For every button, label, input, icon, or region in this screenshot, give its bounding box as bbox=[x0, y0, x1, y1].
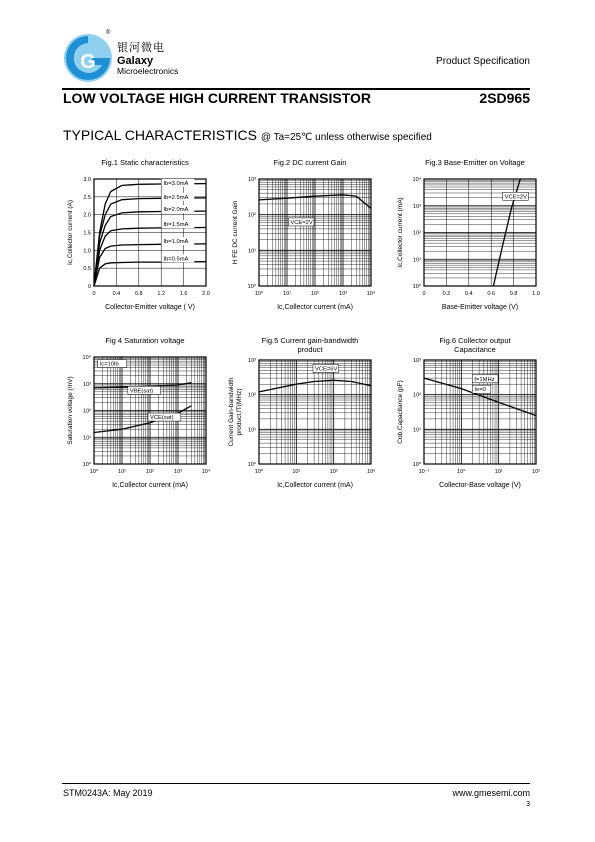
section-heading bbox=[63, 127, 432, 143]
y-tick-label: 10⁰ bbox=[412, 462, 421, 468]
fig6-chart bbox=[393, 333, 558, 503]
figure-title: Fig.6 Collector output bbox=[439, 336, 511, 345]
y-axis-label-line2: product,fT(MHz) bbox=[236, 388, 243, 436]
x-axis-label: Ic,Collector current (mA) bbox=[277, 304, 353, 311]
company-name: Galaxy bbox=[117, 55, 154, 67]
fig5-chart bbox=[228, 333, 393, 503]
x-tick-label: 0 bbox=[422, 291, 426, 297]
annotation-label: Ic=10Ib bbox=[99, 361, 119, 368]
x-tick-label: 0.6 bbox=[487, 291, 496, 297]
x-tick-label: 10¹ bbox=[292, 469, 301, 475]
y-axis-label: Ic,Collector current (mA) bbox=[397, 197, 404, 268]
x-tick-label: 10¹ bbox=[283, 291, 291, 297]
y-tick-label: 10³ bbox=[248, 177, 256, 183]
annotation-label: Ib=2.5mA bbox=[163, 194, 189, 201]
y-tick-label: 1.5 bbox=[83, 230, 91, 237]
y-tick-label: 0.5 bbox=[83, 266, 91, 273]
annotation-label: f=1MHz bbox=[474, 376, 495, 383]
series-line bbox=[259, 380, 371, 392]
x-tick-label: 10² bbox=[329, 469, 338, 475]
annotation-label: Ib=1.0mA bbox=[163, 239, 189, 246]
figure-3 bbox=[393, 155, 558, 325]
x-tick-label: 10² bbox=[532, 469, 540, 475]
x-tick-label: 10⁴ bbox=[201, 469, 211, 475]
x-axis-label: Collector-Emitter voltage ( V) bbox=[105, 304, 195, 311]
y-tick-label: 10¹ bbox=[83, 435, 91, 442]
figure-4 bbox=[63, 333, 228, 503]
x-tick-label: 0.4 bbox=[112, 291, 121, 297]
figure-title: Fig.2 DC current Gain bbox=[273, 158, 347, 167]
figure-1 bbox=[63, 155, 228, 325]
x-tick-label: 10⁰ bbox=[254, 469, 264, 475]
x-tick-label: 0.2 bbox=[442, 291, 451, 297]
x-axis-label: Ic,Collector current (mA) bbox=[277, 482, 353, 489]
annotation-label: Ib=0.5mA bbox=[163, 256, 189, 263]
y-tick-label: 10¹ bbox=[248, 248, 256, 255]
fig1-chart bbox=[63, 155, 228, 325]
section-condition: @ Ta=25℃ unless otherwise specified bbox=[260, 132, 432, 143]
x-axis-label: Base-Emitter voltage (V) bbox=[441, 304, 519, 311]
x-tick-label: 0.8 bbox=[134, 291, 143, 297]
annotation-label: Ib=3.0mA bbox=[163, 180, 189, 187]
logo-letter: G bbox=[80, 51, 96, 73]
x-tick-label: 10³ bbox=[339, 291, 347, 297]
y-tick-label: 10¹ bbox=[248, 427, 256, 434]
plot-frame bbox=[259, 360, 371, 464]
fig2-chart bbox=[228, 155, 393, 325]
annotation-label: Ie=0 bbox=[474, 387, 486, 394]
footer-rule bbox=[62, 783, 530, 784]
y-tick-label: 10⁰ bbox=[247, 284, 256, 290]
y-tick-label: 0 bbox=[87, 284, 91, 290]
y-tick-label: 10² bbox=[83, 408, 91, 415]
page-number: 3 bbox=[526, 801, 530, 808]
x-tick-label: 1.2 bbox=[157, 291, 166, 297]
x-tick-label: 10⁴ bbox=[366, 291, 376, 297]
x-tick-label: 1.0 bbox=[532, 291, 540, 297]
x-axis-label: Ic,Collector current (mA) bbox=[112, 482, 188, 489]
y-tick-label: 10³ bbox=[83, 381, 91, 388]
x-tick-label: 10² bbox=[311, 291, 319, 297]
y-tick-label: 10³ bbox=[413, 358, 421, 364]
y-axis-label: Ic,Collector current (A) bbox=[67, 199, 74, 266]
x-tick-label: 10³ bbox=[174, 469, 182, 475]
y-tick-label: 2.0 bbox=[83, 212, 91, 219]
x-tick-label: 10¹ bbox=[494, 469, 503, 475]
y-axis-label: Current Gain-bandwidth bbox=[228, 377, 235, 447]
figure-2 bbox=[228, 155, 393, 325]
x-tick-label: 10⁰ bbox=[457, 469, 466, 475]
series-line bbox=[424, 378, 536, 415]
x-tick-label: 10² bbox=[146, 469, 154, 475]
annotation-label: VCE=2V bbox=[504, 194, 528, 201]
registered-mark: ® bbox=[106, 30, 111, 36]
annotation-label: VCE(sat) bbox=[150, 415, 174, 422]
y-axis-label: Cob,Capacitance (pF) bbox=[397, 380, 404, 444]
y-tick-label: 10² bbox=[248, 392, 256, 399]
figure-title: Fig 4 Saturation voltage bbox=[105, 336, 185, 345]
annotation-label: VCE=6V bbox=[315, 366, 338, 373]
fig4-chart bbox=[63, 333, 228, 503]
x-tick-label: 10⁻¹ bbox=[418, 469, 430, 475]
y-tick-label: 1.0 bbox=[83, 248, 91, 255]
company-subtitle: Microelectronics bbox=[117, 66, 179, 76]
grid bbox=[259, 360, 371, 464]
annotation-label: VCE=2V bbox=[290, 219, 313, 226]
fig3-chart bbox=[393, 155, 558, 325]
x-tick-label: 10⁰ bbox=[89, 469, 99, 475]
annotation-label: Ib=2.0mA bbox=[163, 207, 189, 214]
y-tick-label: 10⁰ bbox=[247, 462, 256, 468]
part-number: 2SD965 bbox=[479, 90, 530, 106]
x-axis-label: Collector-Base voltage (V) bbox=[439, 482, 521, 489]
grid bbox=[259, 179, 371, 286]
annotation-label: Ib=1.5mA bbox=[163, 222, 189, 229]
x-tick-label: 2.0 bbox=[202, 291, 210, 297]
x-tick-label: 10³ bbox=[367, 469, 375, 475]
doc-id: STM0243A: May 2019 bbox=[63, 788, 153, 798]
y-tick-label: 10² bbox=[413, 230, 421, 237]
galaxy-logo-icon bbox=[62, 32, 114, 84]
y-axis-label: H FE DC current Gain bbox=[232, 200, 239, 265]
y-tick-label: 3.0 bbox=[83, 177, 91, 183]
x-tick-label: 0.8 bbox=[509, 291, 518, 297]
y-tick-label: 10² bbox=[248, 212, 256, 219]
figure-6 bbox=[393, 333, 558, 503]
website-link[interactable]: www.gmesemi.com bbox=[452, 788, 530, 798]
annotation-label: VBE(sat) bbox=[129, 388, 154, 395]
grid bbox=[94, 357, 206, 464]
y-tick-label: 10¹ bbox=[413, 427, 421, 434]
section-heading-text: TYPICAL CHARACTERISTICS bbox=[63, 127, 257, 143]
x-tick-label: 1.6 bbox=[179, 291, 188, 297]
y-tick-label: 10² bbox=[413, 392, 421, 399]
figure-title: Fig.5 Current gain-bandwidth bbox=[261, 336, 359, 345]
y-tick-label: 10⁴ bbox=[412, 177, 421, 183]
doc-type-label: Product Specification bbox=[436, 56, 530, 67]
series-line bbox=[94, 262, 206, 286]
figure-5 bbox=[228, 333, 393, 503]
figure-title-line2: product bbox=[297, 345, 323, 354]
y-tick-label: 10³ bbox=[413, 203, 421, 210]
company-name-cn: 银河微电 bbox=[117, 41, 165, 54]
y-tick-label: 10⁴ bbox=[82, 355, 91, 361]
y-tick-label: 10³ bbox=[248, 358, 256, 364]
x-tick-label: 10¹ bbox=[118, 469, 126, 475]
figure-title-line2: Capacitance bbox=[454, 345, 496, 354]
x-tick-label: 0 bbox=[92, 291, 96, 297]
y-tick-label: 10⁰ bbox=[412, 284, 421, 290]
x-tick-label: 10⁰ bbox=[254, 291, 264, 297]
y-tick-label: 2.5 bbox=[83, 194, 91, 201]
x-tick-label: 0.4 bbox=[464, 291, 473, 297]
y-tick-label: 10⁰ bbox=[82, 462, 91, 468]
y-axis-label: Saturation voltage (mV) bbox=[67, 376, 74, 445]
y-tick-label: 10¹ bbox=[413, 257, 421, 264]
figure-title: Fig.1 Static characteristics bbox=[101, 158, 189, 167]
figure-title: Fig.3 Base-Emitter on Voltage bbox=[425, 158, 525, 167]
page-title: LOW VOLTAGE HIGH CURRENT TRANSISTOR bbox=[63, 90, 371, 106]
